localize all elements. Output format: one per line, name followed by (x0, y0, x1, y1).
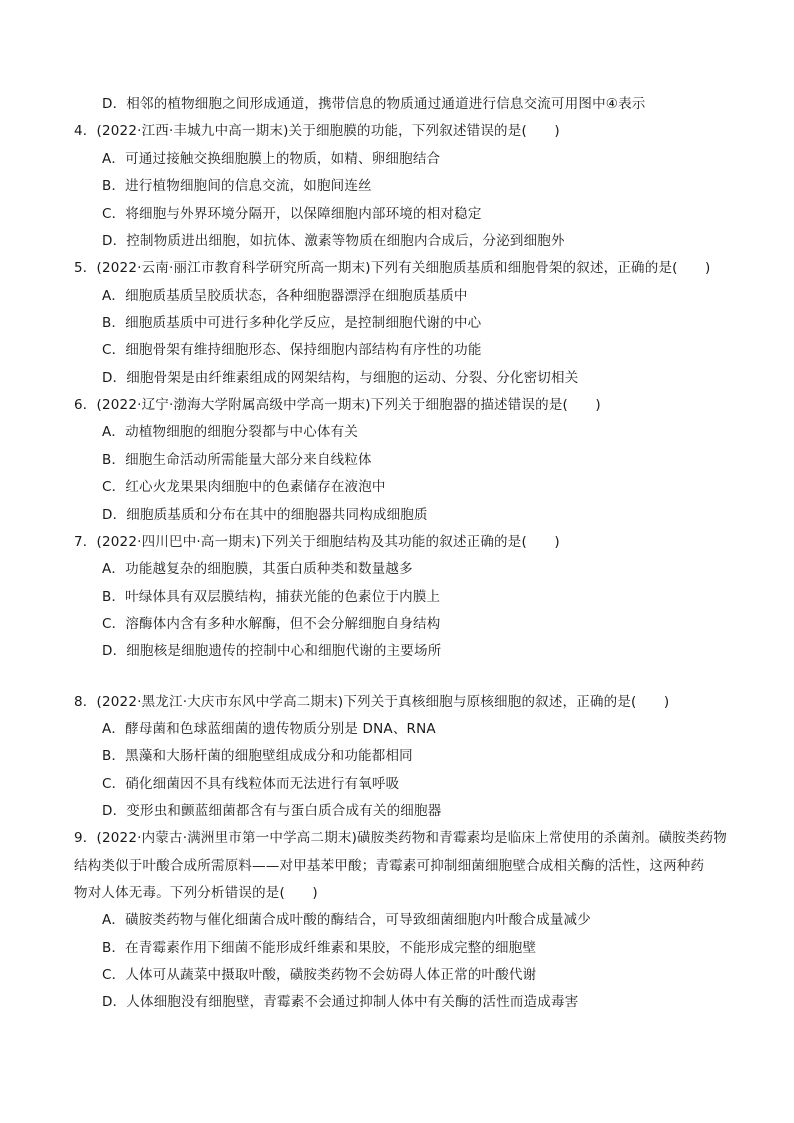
q9-option-a: A．磺胺类药物与催化细菌合成叶酸的酶结合，可导致细菌细胞内叶酸合成量减少 (102, 912, 591, 928)
q4-option-b: B．进行植物细胞间的信息交流，如胞间连丝 (102, 178, 372, 194)
q8-option-d: D．变形虫和颤蓝细菌都含有与蛋白质合成有关的细胞器 (102, 803, 442, 819)
q7-option-d: D．细胞核是细胞遗传的控制中心和细胞代谢的主要场所 (102, 643, 442, 659)
q5-stem: 5．(2022·云南·丽江市教育科学研究所高一期末)下列有关细胞质基质和细胞骨架的叙述，正确的是( ) (74, 260, 711, 276)
q7-option-c: C．溶酶体内含有多种水解酶，但不会分解细胞自身结构 (102, 616, 441, 632)
q8-option-c: C．硝化细菌因不具有线粒体而无法进行有氧呼吸 (102, 776, 400, 792)
q5-option-b: B．细胞质基质中可进行多种化学反应，是控制细胞代谢的中心 (102, 315, 482, 331)
q9-stem-line-2: 结构类似于叶酸合成所需原料——对甲基苯甲酸；青霉素可抑制细菌细胞壁合成相关酶的活性，这两种药 (74, 858, 705, 874)
q7-option-a: A．功能越复杂的细胞膜，其蛋白质种类和数量越多 (102, 561, 413, 577)
q5-option-d: D．细胞骨架是由纤维素组成的网架结构，与细胞的运动、分裂、分化密切相关 (102, 370, 579, 386)
q8-option-b: B．黑藻和大肠杆菌的细胞壁组成成分和功能都相同 (102, 748, 413, 764)
q6-option-a: A．动植物细胞的细胞分裂都与中心体有关 (102, 424, 359, 440)
q9-stem-line-1: 9．(2022·内蒙古·满洲里市第一中学高二期末)磺胺类药物和青霉素均是临床上常使用的杀菌剂。磺胺类药物 (74, 830, 727, 846)
q6-option-b: B．细胞生命活动所需能量大部分来自线粒体 (102, 452, 372, 468)
q7-option-b: B．叶绿体具有双层膜结构，捕获光能的色素位于内膜上 (102, 589, 441, 605)
q6-option-c: C．红心火龙果果肉细胞中的色素储存在液泡中 (102, 479, 386, 495)
q4-option-a: A．可通过接触交换细胞膜上的物质，如精、卵细胞结合 (102, 151, 441, 167)
q9-option-d: D．人体细胞没有细胞壁，青霉素不会通过抑制人体中有关酶的活性而造成毒害 (102, 994, 579, 1010)
q3-option-d: D．相邻的植物细胞之间形成通道，携带信息的物质通过通道进行信息交流可用图中④表示 (102, 96, 646, 112)
q9-stem-line-3: 物对人体无毒。下列分析错误的是( ) (74, 885, 318, 901)
q7-stem: 7．(2022·四川巴中·高一期末)下列关于细胞结构及其功能的叙述正确的是( ) (74, 534, 560, 550)
q4-option-c: C．将细胞与外界环境分隔开，以保障细胞内部环境的相对稳定 (102, 206, 482, 222)
q5-option-a: A．细胞质基质呈胶质状态，各种细胞器漂浮在细胞质基质中 (102, 288, 468, 304)
q8-stem: 8．(2022·黑龙江·大庆市东风中学高二期末)下列关于真核细胞与原核细胞的叙述，正确的是( ) (74, 694, 670, 710)
q4-option-d: D．控制物质进出细胞，如抗体、激素等物质在细胞内合成后，分泌到细胞外 (102, 233, 565, 249)
q5-option-c: C．细胞骨架有维持细胞形态、保持细胞内部结构有序性的功能 (102, 342, 482, 358)
q9-option-b: B．在青霉素作用下细菌不能形成纤维素和果胶，不能形成完整的细胞壁 (102, 940, 537, 956)
q6-stem: 6．(2022·辽宁·渤海大学附属高级中学高一期末)下列关于细胞器的描述错误的是( ) (74, 397, 601, 413)
q4-stem: 4．(2022·江西·丰城九中高一期末)关于细胞膜的功能，下列叙述错误的是( ) (74, 123, 560, 139)
q8-option-a: A．酵母菌和色球蓝细菌的遗传物质分别是 DNA、RNA (102, 721, 436, 737)
q6-option-d: D．细胞质基质和分布在其中的细胞器共同构成细胞质 (102, 507, 428, 523)
q9-option-c: C．人体可从蔬菜中摄取叶酸，磺胺类药物不会妨碍人体正常的叶酸代谢 (102, 967, 537, 983)
